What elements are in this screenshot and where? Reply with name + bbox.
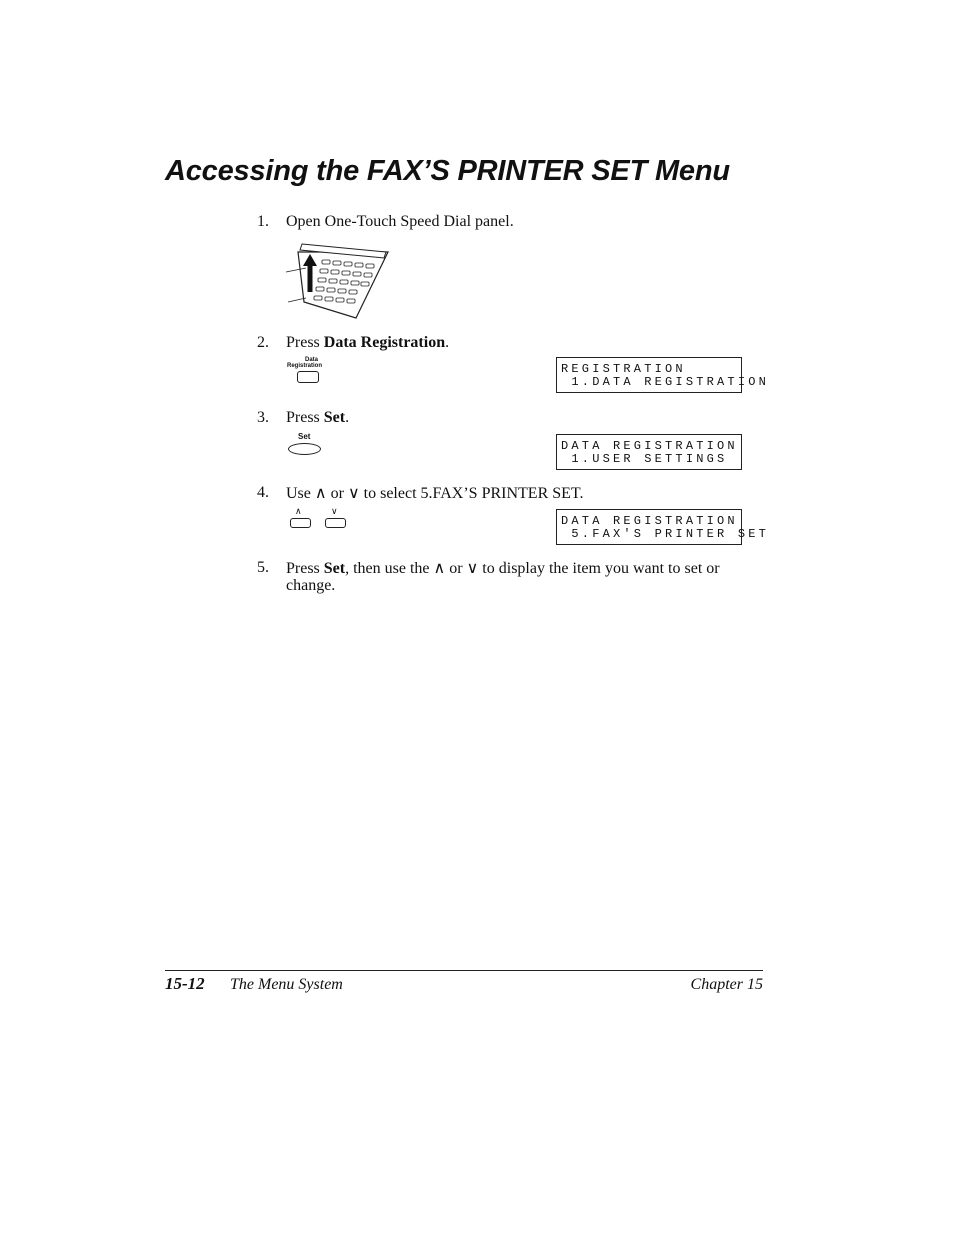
step-text: Use ∧ or ∨ to select 5.FAX’S PRINTER SET. bbox=[286, 483, 584, 502]
data-registration-key-label: Data bbox=[305, 357, 319, 363]
lcd-display-2: DATA REGISTRATION 1.USER SETTINGS bbox=[556, 434, 742, 470]
section-title: The Menu System bbox=[230, 976, 343, 993]
step-number: 3. bbox=[257, 409, 269, 426]
key-name: Data Registration bbox=[323, 334, 446, 351]
speed-dial-panel-illustration bbox=[284, 240, 394, 322]
step-text: Press Set, then use the ∧ or ∨ to display the item you want to set or change. bbox=[286, 558, 720, 594]
key-name: Set bbox=[323, 409, 346, 426]
data-registration-key-label-2: Registration bbox=[287, 363, 323, 369]
up-button[interactable] bbox=[290, 518, 311, 528]
up-arrow-icon: ∧ bbox=[295, 507, 302, 517]
down-arrow-icon: ∨ bbox=[466, 558, 479, 577]
step-text: Press Set. bbox=[286, 409, 350, 426]
step-number: 2. bbox=[257, 334, 269, 351]
step-number: 4. bbox=[257, 484, 269, 501]
step-text: Open One-Touch Speed Dial panel. bbox=[286, 213, 514, 230]
set-button[interactable] bbox=[288, 443, 321, 455]
data-registration-button[interactable] bbox=[297, 371, 319, 383]
page-title: Accessing the FAX’S PRINTER SET Menu bbox=[165, 155, 730, 187]
step-number: 5. bbox=[257, 559, 269, 576]
page-number: 15-12 bbox=[165, 974, 205, 993]
up-arrow-icon: ∧ bbox=[433, 558, 446, 577]
chapter-label: Chapter 15 bbox=[690, 976, 763, 993]
step-number: 1. bbox=[257, 213, 269, 230]
lcd-display-1: REGISTRATION 1.DATA REGISTRATION bbox=[556, 357, 742, 393]
down-arrow-icon: ∨ bbox=[347, 483, 360, 502]
up-arrow-icon: ∧ bbox=[314, 483, 327, 502]
step-text: Press Data Registration. bbox=[286, 334, 450, 351]
down-arrow-icon: ∨ bbox=[331, 507, 338, 517]
footer-rule bbox=[165, 970, 763, 971]
down-button[interactable] bbox=[325, 518, 346, 528]
set-key-label: Set bbox=[298, 432, 311, 441]
key-name: Set bbox=[323, 560, 346, 577]
lcd-display-3: DATA REGISTRATION 5.FAX'S PRINTER SET bbox=[556, 509, 742, 545]
